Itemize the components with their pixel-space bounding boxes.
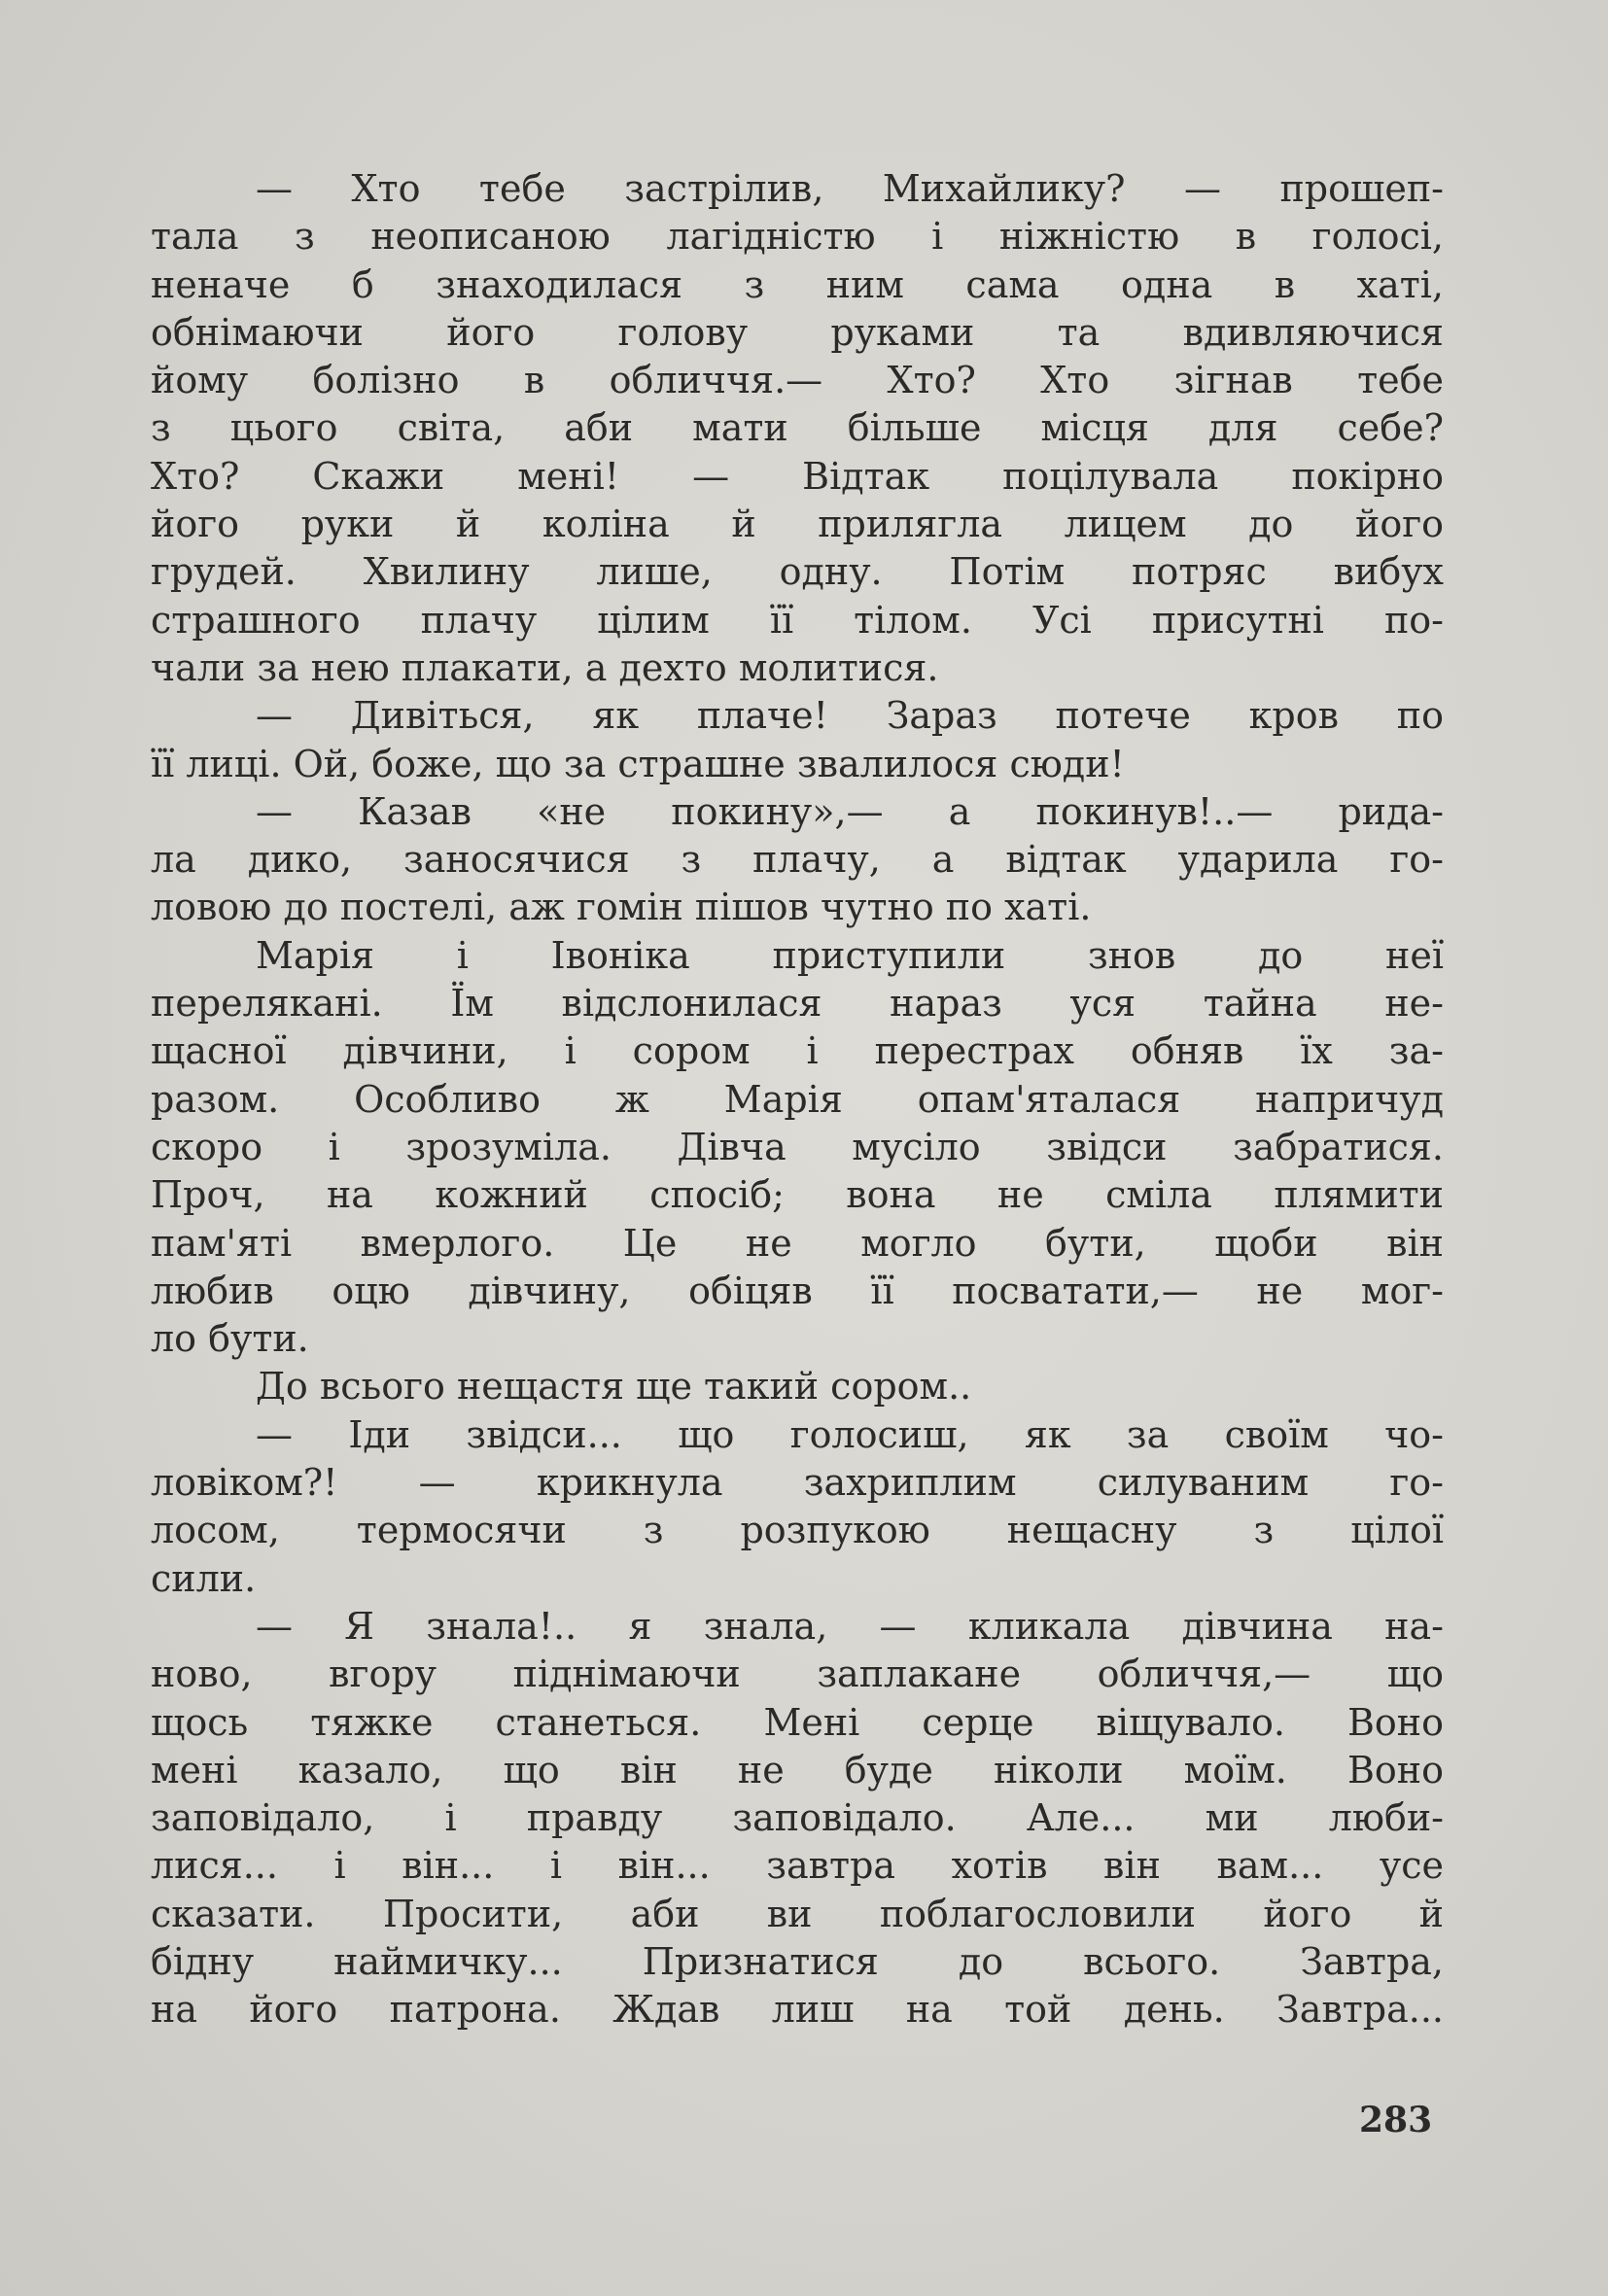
text-line: тала з неописаною лагідністю і ніжністю в голосі, — [151, 215, 1444, 259]
text-line: грудей. Хвилину лише, одну. Потім потряс вибух — [151, 550, 1444, 594]
text-line: лися... і він... і він... завтра хотів він вам... усе — [151, 1844, 1444, 1888]
text-line: лосом, термосячи з розпукою нещасну з цілої — [151, 1509, 1444, 1552]
text-line: щасної дівчини, і сором і перестрах обняв їх за- — [151, 1029, 1444, 1073]
text-line: — Хто тебе застрілив, Михайлику? — прошеп- — [256, 167, 1444, 210]
text-line: скоро і зрозуміла. Дівча мусіло звідси забратися. — [151, 1125, 1444, 1168]
body-text — [151, 165, 1444, 2035]
text-line: неначе б знаходилася з ним сама одна в хаті, — [151, 262, 1444, 306]
text-line: разом. Особливо ж Марія опам'яталася напричуд — [151, 1077, 1444, 1121]
text-line: ловіком?! — крикнула захриплим силуваним го- — [151, 1461, 1444, 1505]
text-line: До всього нещастя ще такий сором.. — [256, 1365, 972, 1409]
text-line: сили. — [151, 1556, 257, 1600]
text-line: Проч, на кожний спосіб; вона не сміла плямити — [151, 1173, 1444, 1217]
text-line: бідну наймичку... Признатися до всього. Завтра, — [151, 1939, 1444, 1983]
text-line: на його патрона. Ждав лиш на той день. Завтра... — [151, 1988, 1444, 2032]
text-line: перелякані. Їм відслонилася нараз уся тайна не- — [151, 982, 1444, 1026]
text-line: любив оцю дівчину, обіцяв її посватати,— не мог- — [151, 1269, 1444, 1312]
text-line: Хто? Скажи мені! — Відтак поцілувала покірно — [151, 454, 1444, 498]
text-line: щось тяжке станеться. Мені серце віщувало. Воно — [151, 1700, 1444, 1744]
text-line: — Я знала!.. я знала, — кликала дівчина на- — [256, 1604, 1444, 1648]
text-line: — Казав «не покину»,— а покинув!..— рида- — [256, 789, 1444, 833]
text-line: ловою до постелі, аж гомін пішов чутно по хаті. — [151, 886, 1092, 929]
text-line: ла дико, заносячися з плачу, а відтак ударила го- — [151, 838, 1444, 882]
text-line: пам'яті вмерлого. Це не могло бути, щоби він — [151, 1221, 1444, 1265]
text-line: — Дивіться, як плаче! Зараз потече кров по — [256, 694, 1444, 738]
text-line: його руки й коліна й прилягла лицем до його — [151, 503, 1444, 546]
text-line: ново, вгору піднімаючи заплакане обличчя,— що — [151, 1652, 1444, 1696]
text-line: обнімаючи його голову руками та вдивляючися — [151, 310, 1444, 354]
text-line: страшного плачу цілим її тілом. Усі присутні по- — [151, 598, 1444, 642]
text-line: Марія і Івоніка приступили знов до неї — [256, 933, 1444, 977]
text-line: ло бути. — [151, 1317, 309, 1361]
text-line: мені казало, що він не буде ніколи моїм. Воно — [151, 1748, 1444, 1792]
text-line: чали за нею плакати, а дехто молитися. — [151, 645, 939, 689]
text-line: йому болізно в обличчя.— Хто? Хто зігнав тебе — [151, 359, 1444, 402]
text-line: — Іди звідси... що голосиш, як за своїм чо- — [256, 1412, 1444, 1456]
page-number: 283 — [1359, 2100, 1433, 2140]
text-line: її лиці. Ой, боже, що за страшне звалилося сюди! — [151, 742, 1125, 785]
text-line: сказати. Просити, аби ви поблагословили його й — [151, 1892, 1444, 1935]
text-line: з цього світа, аби мати більше місця для себе? — [151, 406, 1444, 450]
text-line: заповідало, і правду заповідало. Але... ми люби- — [151, 1796, 1444, 1840]
